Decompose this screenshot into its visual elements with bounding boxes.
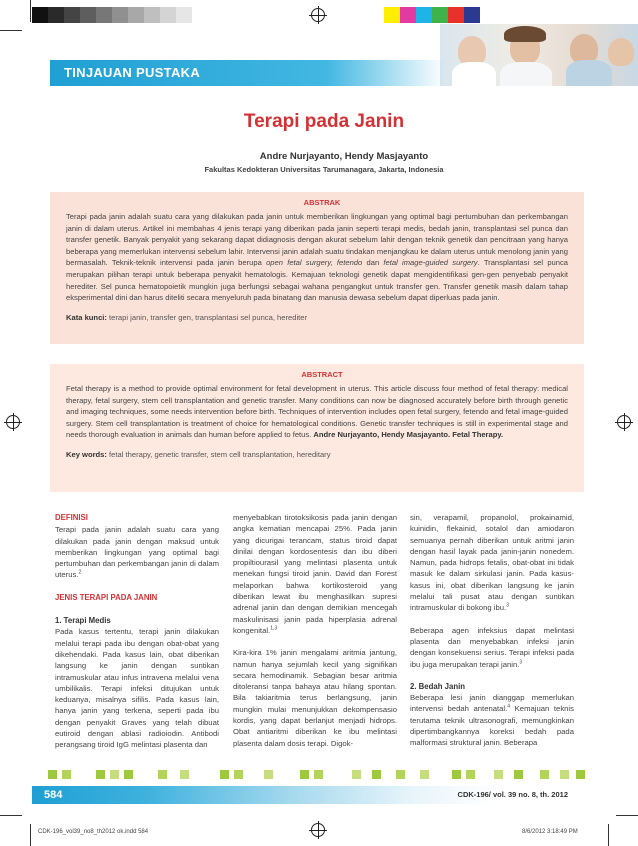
body-column-3 <box>410 512 574 749</box>
registration-bar-grayscale <box>32 7 192 23</box>
crosshair-left-icon <box>6 415 20 429</box>
body-column-2 <box>233 512 397 749</box>
heading-terapi-medis: 1. Terapi Medis <box>55 616 111 626</box>
section-label: TINJAUAN PUSTAKA <box>64 65 201 80</box>
registration-bar-color <box>384 7 496 23</box>
abstrak-heading: ABSTRAK <box>303 198 341 207</box>
crop-mark <box>616 815 638 816</box>
heading-jenis-terapi: JENIS TERAPI PADA JANIN <box>55 592 158 602</box>
abstrak-keywords: Kata kunci: terapi janin, transfer gen, transplantasi sel punca, herediter <box>66 312 308 322</box>
paragraph-aritmia: Kira-kira 1% janin mengalami aritmia jantung, namun hanya sejumlah kecil yang signifikan secara hemodinamik. Sebagian besar aritmia ditoleransi tanpa bahaya atau hilang spontan. Bila takiaritmia terus berlangsung, janin mungkin mulai menunjukkan dekompensasio kordis, yang dapat berlanjut menjadi hidrops. Obat antiaritmi diberikan ke ibu melintasi plasenta dalam dosis terapi. Digok- <box>233 648 397 748</box>
body-column-1 <box>55 512 219 751</box>
crop-mark <box>608 824 609 846</box>
heading-bedah-janin: 2. Bedah Janin <box>410 681 466 691</box>
article-title: Terapi pada Janin <box>243 111 405 132</box>
crosshair-right-icon <box>617 415 631 429</box>
crop-mark <box>0 30 22 31</box>
abstract-keywords: Key words: fetal therapy, genetic transfer, stem cell transplantation, hereditary <box>66 449 331 459</box>
paragraph-definisi: Terapi pada janin adalah suatu cara yang dilakukan pada janin dengan maksud untuk memberikan lingkungan yang optimal bagi pertumbuhan dan perkembangan janin di dalam uterus.$^2$ <box>55 525 219 580</box>
crop-mark <box>0 815 22 816</box>
abstrak-text: Terapi pada janin adalah suatu cara yang dilakukan pada janin untuk memberikan lingkungan yang optimal bagi pertumbuhan dan perkembangan janin di dalam uterus. Artikel ini membahas 4 jenis terapi yang diberikan pada janin seperti terapi medis, bedah janin, transplantasi sel punca dan transfer genetik. Banyak penyakit yang sekarang dapat didiagnosis dengan akurat sebelum lahir dengan teknik genetik dan pencitraan yang hanya beberapa yang memerlukan intervensi sebelum lahir. Intervensi janin adalah suatu tindakan menjangkau ke dalam uterus untuk menolong janin yang bermasalah. Teknik-teknik intervensi pada janin berupa open fetal surgery, fetendo dan fetal image-guided surgery. Transplantasi sel punca merupakan pilihan terapi untuk beberapa penyakit hematologis. Kemajuan teknologi genetik dapat mengidentifikasi gen-gen penyebab penyakit herediter. Sel punca hematopoietik mungkin juga berfungsi sebagai wahana pengangkut untuk transfer gen. Transfer genetik masih dalam tahap eksperimental dini dan harus diteliti secara menyeluruh pada binatang dan manusia dewasa sebelum dapat diperluas pada janin. <box>66 212 569 303</box>
print-slug-right: 8/6/2012 3:18:49 PM <box>522 829 578 835</box>
paragraph-tirotoksikosis: menyebabkan tirotoksikosis pada janin dengan angka kematian mencapai 25%. Pada janin yang dicurigai terancam, status tiroid dapat dinilai dengan kordosentesis dan ibu diberi propiltiourasil yang melintasi plasenta untuk menekan fungsi tiroid janin. David dan Forest melaporkan bahwa kortikosteroid yang diberikan lewat ibu menghasilkan supresi adrenal janin dan dengan demikian mencegah maskulinisasi janin pada hiperplasia adrenal kongenital.$^{1,3}$ <box>233 513 397 635</box>
crosshair-top-icon <box>311 8 325 22</box>
abstrak-box <box>50 192 584 344</box>
crosshair-bottom-icon <box>311 823 325 837</box>
journal-citation: CDK-196/ vol. 39 no. 8, th. 2012 <box>457 790 568 799</box>
article-authors: Andre Nurjayanto, Hendy Masjayanto <box>259 151 429 162</box>
crop-mark <box>30 0 31 22</box>
paragraph-bedah-janin: Beberapa lesi janin dianggap memerlukan intervensi bedah antenatal.$^4$ Kemajuan teknis terutama teknik ultrasonografi, memungkinkan dipertimbangkannya koreksi bedah pada malformasi struktural janin. Beberapa <box>410 693 574 748</box>
abstract-box <box>50 364 584 492</box>
section-banner <box>50 60 445 86</box>
print-slug-left: CDK-196_vol39_no8_th2012 ok.indd 584 <box>38 829 149 835</box>
paragraph-infeksi: Beberapa agen infeksius dapat melintasi plasenta dan menyebabkan infeksi janin dengan konsekuensi serius. Terapi infeksi pada ibu juga merupakan terapi janin.$^3$ <box>410 625 574 669</box>
paragraph-antiaritmi: sin, verapamil, propanolol, prokainamid, kuinidin, flekainid, sotalol dan amiodaron semuanya pernah diberikan untuk aritmi janin dengan hasil layak pada janin-janin nonedem. Namun, pada hidrops fetalis, obat-obat ini tidak masuk ke dalam sirkulasi janin. Pada kasus-kasus ini, obat diberikan langsung ke janin melalui tali pusat atau dengan suntikan intramuskular di bokong ibu.$^3$ <box>410 513 574 613</box>
header-photo <box>440 24 638 86</box>
article-affiliation: Fakultas Kedokteran Universitas Tarumanagara, Jakarta, Indonesia <box>204 165 444 174</box>
crop-mark <box>30 824 31 846</box>
heading-definisi: DEFINISI <box>55 513 88 522</box>
abstract-heading: ABSTRACT <box>301 370 343 379</box>
footer-decorative-squares <box>0 770 638 780</box>
paragraph-terapi-medis: Pada kasus tertentu, terapi janin dilakukan melalui terapi pada ibu dengan obat-obat yang dikehendaki. Pada kasus lain, obat diberikan langsung ke janin dengan suntikan intramuskular atau infus intravena melalui vena umbilikalis. Terapi infeksi ditujukan untuk keduanya, misalnya sifilis. Pada kasus lain, hanya janin yang terkena, seperti pada ibu dengan penyakit Graves yang telah dibuat eutiroid dengan ablasi radioiodin. Antibodi perangsang tiroid IgG melintasi plasenta dan <box>55 627 219 750</box>
abstract-text: Fetal therapy is a method to provide optimal environment for fetal development in uterus. This article discuss four method of fetal therapy: medical therapy, fetal surgery, stem cell transplantation and genetic transfer. Many conditions can now be diagnosed accurately before birth through genetic and imaging techniques, some needs intervention before birth. Techniques of intervention includes open fetal surgery, fetendo and fetal image-guided surgery. Stem cell transplantation is treatment of choice for hematological conditions. Genetic transfer techniques is still in experimental stage and needs thorough evaluation in animals dan human before applied to fetus. Andre Nurjayanto, Hendy Masjayanto. Fetal Therapy. <box>66 384 568 440</box>
page-number: 584 <box>44 789 63 801</box>
